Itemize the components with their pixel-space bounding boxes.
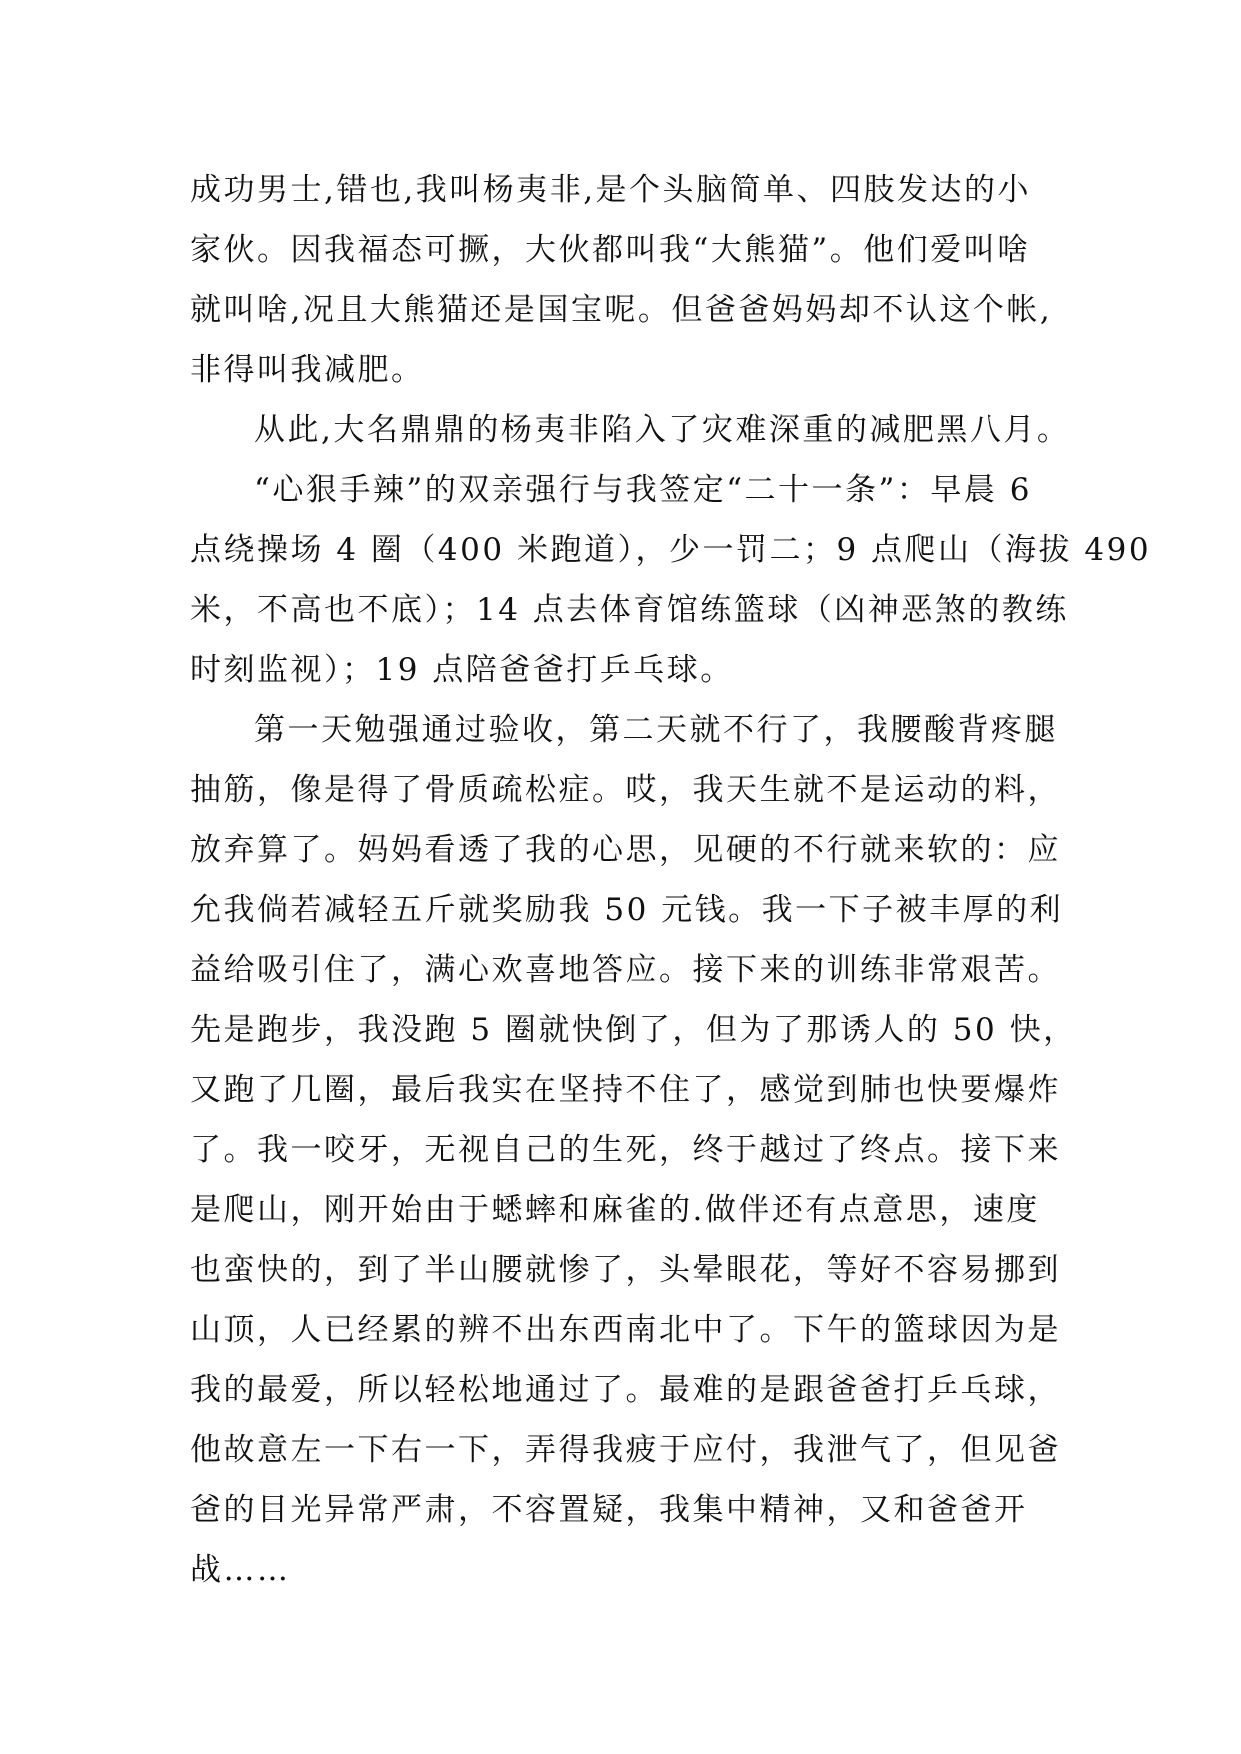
text-line: 先是跑步，我没跑 5 圈就快倒了，但为了那诱人的 50 快， — [190, 1012, 1077, 1048]
text-line: 他故意左一下右一下，弄得我疲于应付，我泄气了，但见爸 — [190, 1432, 1061, 1468]
text-line: 成功男士,错也,我叫杨夷非,是个头脑简单、四肢发达的小 — [190, 172, 1032, 208]
paragraph-start-line: 从此,大名鼎鼎的杨夷非陷入了灾难深重的减肥黑八月。 — [254, 412, 1071, 448]
text-line: 战…… — [190, 1552, 291, 1588]
paragraph-start-line: 第一天勉强通过验收，第二天就不行了，我腰酸背疼腿 — [254, 712, 1058, 748]
text-line: 也蛮快的，到了半山腰就惨了，头晕眼花，等好不容易挪到 — [190, 1252, 1061, 1288]
text-line: 米，不高也不底）；14 点去体育馆练篮球（凶神恶煞的教练 — [190, 592, 1069, 628]
text-line: 又跑了几圈，最后我实在坚持不住了，感觉到肺也快要爆炸 — [190, 1072, 1061, 1108]
text-line: 山顶，人已经累的辨不出东西南北中了。下午的篮球因为是 — [190, 1312, 1061, 1348]
text-line: 非得叫我减肥。 — [190, 352, 425, 388]
text-line: 放弃算了。妈妈看透了我的心思，见硬的不行就来软的：应 — [190, 832, 1061, 868]
text-line: 爸的目光异常严肃，不容置疑，我集中精神，又和爸爸开 — [190, 1492, 1028, 1528]
paragraph-start-line: “心狠手辣”的双亲强行与我签定“二十一条”：早晨 6 — [254, 472, 1032, 508]
text-line: 允我倘若减轻五斤就奖励我 50 元钱。我一下子被丰厚的利 — [190, 892, 1064, 928]
text-line: 了。我一咬牙，无视自己的生死，终于越过了终点。接下来 — [190, 1132, 1061, 1168]
text-line: 家伙。因我福态可撅，大伙都叫我“大熊猫”。他们爱叫啥 — [190, 232, 1031, 268]
text-line: 我的最爱，所以轻松地通过了。最难的是跟爸爸打乒乓球， — [190, 1372, 1061, 1408]
text-line: 点绕操场 4 圈（400 米跑道），少一罚二；9 点爬山（海拔 490 — [190, 532, 1152, 568]
text-line: 益给吸引住了，满心欢喜地答应。接下来的训练非常艰苦。 — [190, 952, 1061, 988]
text-line: 就叫啥,况且大熊猫还是国宝呢。但爸爸妈妈却不认这个帐, — [190, 292, 1053, 328]
document-page — [190, 160, 1152, 1600]
text-line: 时刻监视）；19 点陪爸爸打乒乓球。 — [190, 652, 734, 688]
text-line: 是爬山，刚开始由于蟋蟀和麻雀的.做伴还有点意思，速度 — [190, 1192, 1040, 1228]
text-line: 抽筋，像是得了骨质疏松症。哎，我天生就不是运动的料， — [190, 772, 1061, 808]
